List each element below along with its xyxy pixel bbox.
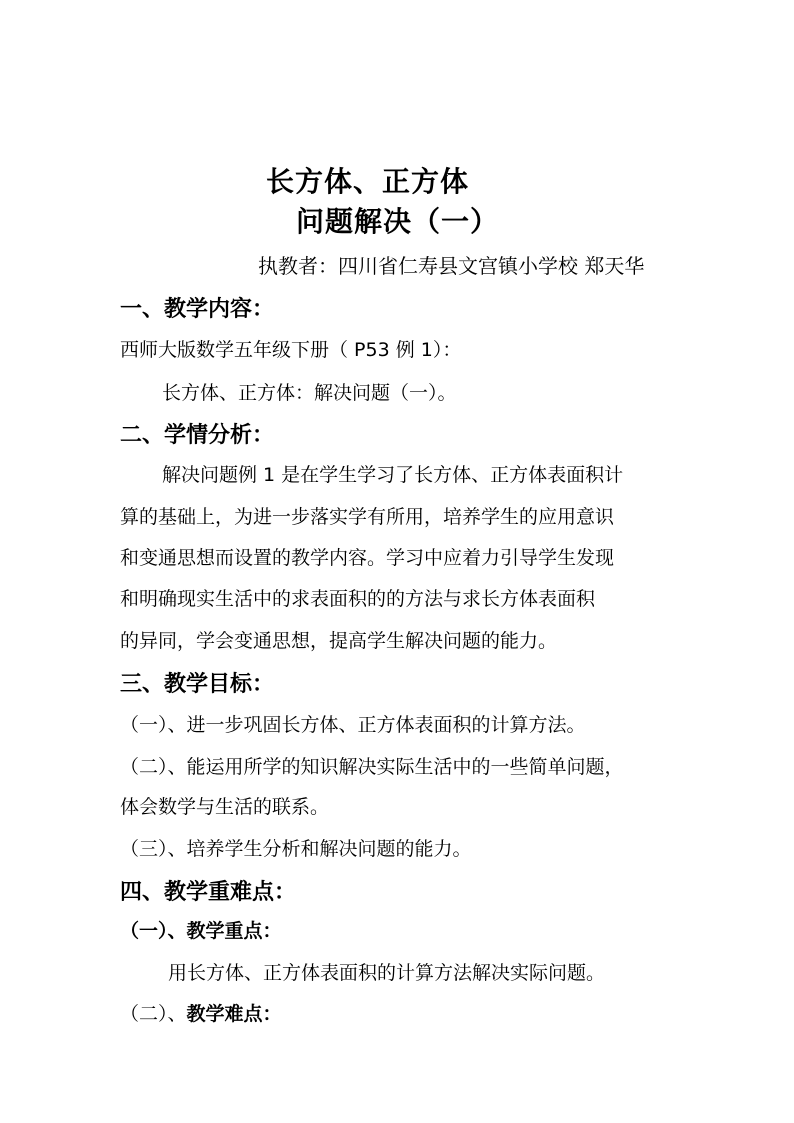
analysis-line-5: 的异同，学会变通思想，提高学生解决问题的能力。 [120,630,558,652]
difficulty-heading [120,999,282,1026]
author-line: 执教者：四川省仁寿县文宫镇小学校 郑天华 [258,254,645,278]
content-topic-line: 长方体、正方体：解决问题（一）。 [162,382,457,404]
title-line-1: 长方体、正方体 [266,165,470,198]
section-heading-objectives: 三、教学目标： [120,672,275,697]
analysis-line-3: 和变通思想而设置的教学内容。学习中应着力引导学生发现 [120,547,615,569]
analysis-line-2: 算的基础上，为进一步落实学有所用，培养学生的应用意识 [120,506,615,528]
analysis-line-1: 解决问题例 1 是在学生学习了长方体、正方体表面积计 [162,464,624,486]
key-point-text: 用长方体、正方体表面积的计算方法解决实际问题。 [168,962,606,984]
content-textbook-line: 西师大版数学五年级下册（ P53 例 1）： [120,339,462,361]
section-heading-key-points: 四、教学重难点： [120,880,297,905]
objective-1: （一）、进一步巩固长方体、正方体表面积的计算方法。 [120,714,586,736]
objective-2-line-2: 体会数学与生活的联系。 [120,796,330,818]
section-heading-analysis: 二、学情分析： [120,423,275,448]
key-point-heading: （一）、教学重点： [120,920,282,942]
title-line-2: 问题解决（一） [296,205,500,238]
analysis-line-4: 和明确现实生活中的求表面积的的方法与求长方体表面积 [120,588,596,610]
objective-3: （三）、培养学生分析和解决问题的能力。 [120,838,472,860]
objective-2-line-1: （二）、能运用所学的知识解决实际生活中的一些简单问题， [120,756,624,778]
section-heading-content: 一、教学内容： [120,297,275,322]
difficulty-label: 教学难点： [186,1003,282,1025]
difficulty-prefix: （二）、 [120,1003,187,1025]
